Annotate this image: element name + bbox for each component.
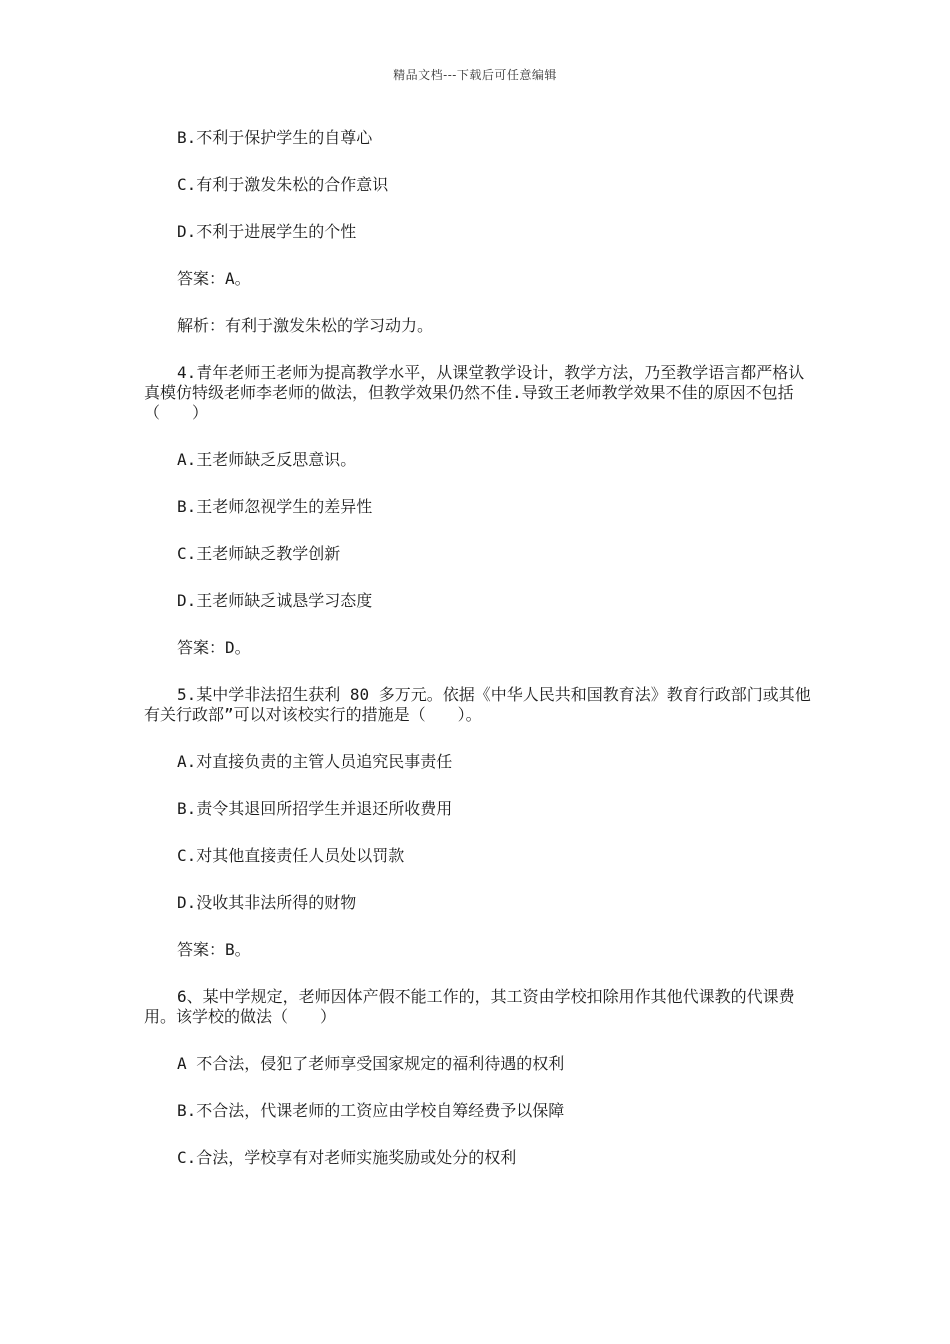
question-6: 6、某中学规定，老师因体产假不能工作的，其工资由学校扣除用作其他代课教的代课费用。该学校的做法（ ） xyxy=(144,987,795,1026)
option-d-q4: D.王老师缺乏诚恳学习态度 xyxy=(177,591,373,610)
answer-q3: 答案：A。 xyxy=(177,269,251,288)
option-d-q5: D.没收其非法所得的财物 xyxy=(177,893,357,912)
option-c-q6: C.合法，学校享有对老师实施奖励或处分的权利 xyxy=(177,1148,517,1167)
question-4: 4.青年老师王老师为提高教学水平，从课堂教学设计，教学方法，乃至教学语言都严格认真模仿特级老师李老师的做法，但教学效果仍然不佳.导致王老师教学效果不佳的原因不包括（ ） xyxy=(144,363,805,422)
option-c-q3: C.有利于激发朱松的合作意识 xyxy=(177,175,389,194)
option-d-q3: D.不利于进展学生的个性 xyxy=(177,222,357,241)
answer-q4: 答案：D。 xyxy=(177,638,251,657)
option-b-q5: B.责令其退回所招学生并退还所收费用 xyxy=(177,799,453,818)
option-b-q3: B.不利于保护学生的自尊心 xyxy=(177,128,373,147)
page-header: 精品文档---下载后可任意编辑 xyxy=(393,68,557,82)
option-a-q5: A.对直接负责的主管人员追究民事责任 xyxy=(177,752,453,771)
option-a-q4: A.王老师缺乏反思意识。 xyxy=(177,450,357,469)
analysis-q3: 解析：有利于激发朱松的学习动力。 xyxy=(177,316,434,335)
answer-q5: 答案：B。 xyxy=(177,940,251,959)
document-body xyxy=(144,128,814,1195)
option-b-q4: B.王老师忽视学生的差异性 xyxy=(177,497,373,516)
option-b-q6: B.不合法，代课老师的工资应由学校自筹经费予以保障 xyxy=(177,1101,565,1120)
question-5: 5.某中学非法招生获利 80 多万元。依据《中华人民共和国教育法》教育行政部门或其他有关行政部”可以对该校实行的措施是（ ）。 xyxy=(144,685,811,724)
option-c-q4: C.王老师缺乏教学创新 xyxy=(177,544,341,563)
option-c-q5: C.对其他直接责任人员处以罚款 xyxy=(177,846,405,865)
option-a-q6: A 不合法，侵犯了老师享受国家规定的福利待遇的权利 xyxy=(177,1054,565,1073)
